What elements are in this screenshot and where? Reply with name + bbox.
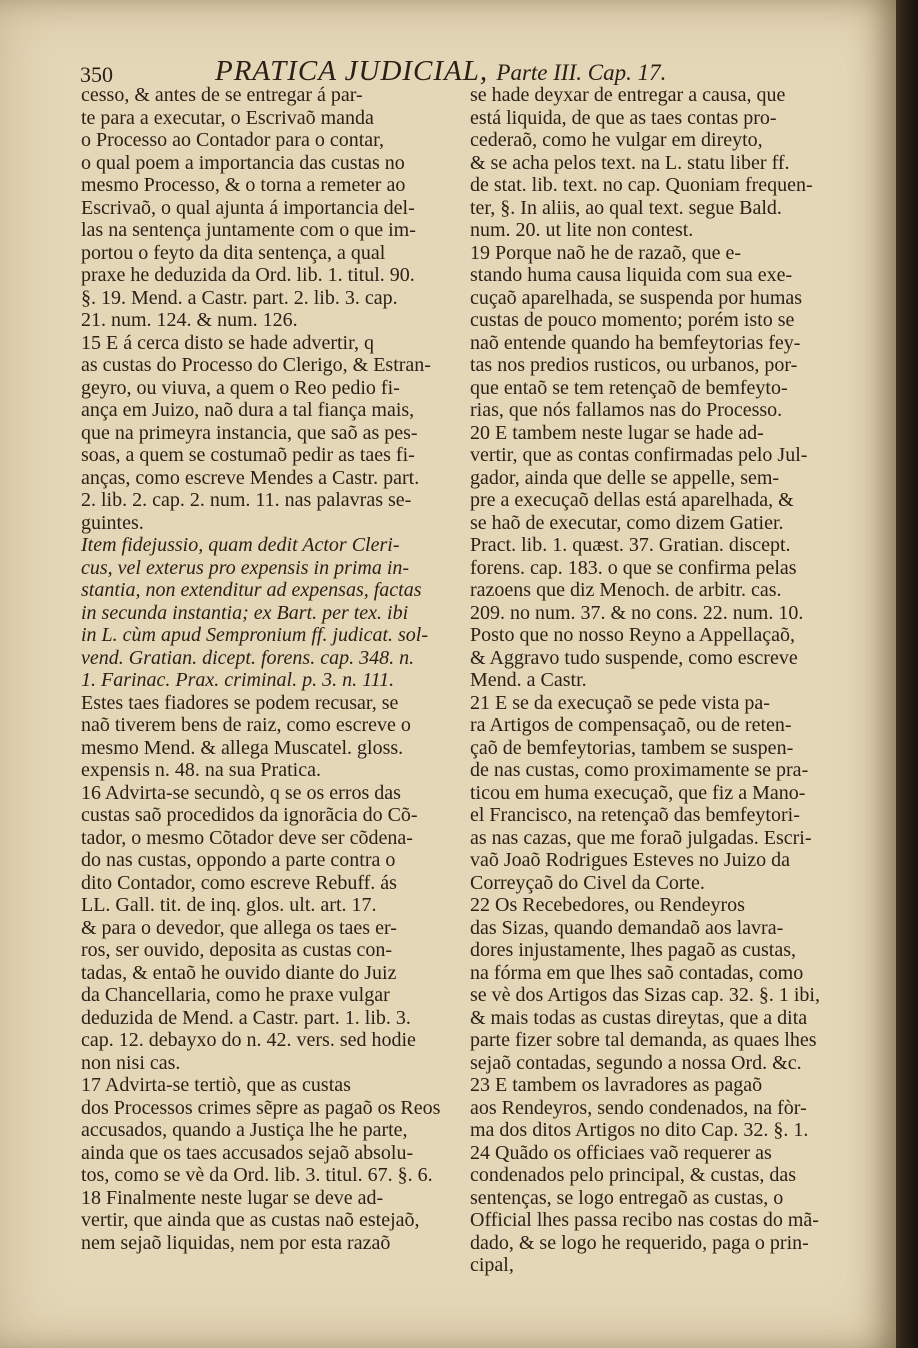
text-line: anças, como escreve Mendes a Castr. part.: [81, 466, 420, 489]
text-line: se vè dos Artigos das Sizas cap. 32. §. 1 ibi,: [470, 984, 820, 1006]
text-line: geyro, ou viuva, a quem o Reo pedio fi-: [81, 376, 400, 399]
text-line: deduzida de Mend. a Castr. part. 1. lib. 3.: [81, 1006, 411, 1029]
text-line: non nisi cas.: [81, 1051, 181, 1074]
text-line: soas, a quem se costumaõ pedir as taes fi-: [81, 444, 415, 466]
text-line: se haõ de executar, como dizem Gatier.: [470, 511, 784, 534]
text-line: cuçaõ aparelhada, se suspenda por humas: [470, 286, 803, 309]
text-line: accusados, quando a Justiça lhe he parte,: [81, 1119, 408, 1141]
text-line: de nas custas, como proximamente se pra-: [470, 759, 809, 781]
text-line: 16 Advirta-se secundò, q se os erros das: [81, 781, 401, 804]
text-line: parte fizer sobre tal demanda, as quaes lhes: [470, 1029, 817, 1051]
text-line: ticou em huma execuçaõ, que fiz a Mano-: [470, 781, 806, 804]
text-line: 23 E tambem os lavradores as pagaõ: [470, 1074, 763, 1096]
text-line: o Processo ao Contador para o contar,: [81, 129, 384, 151]
text-line: naõ tiverem bens de raiz, como escreve o: [81, 714, 411, 736]
text-line: 19 Porque naõ he de razaõ, que e-: [470, 241, 741, 264]
text-line: 2. lib. 2. cap. 2. num. 11. nas palavras se-: [81, 489, 412, 511]
text-line: as nas cazas, que me foraõ julgadas. Escri-: [470, 826, 812, 849]
text-line: el Francisco, na retençaõ das bemfeytori-: [470, 804, 800, 826]
text-line: 209. no num. 37. & no cons. 22. num. 10.: [470, 601, 804, 624]
text-line: cus, vel exterus pro expensis in prima in-: [81, 556, 410, 579]
text-line: in secunda instantia; ex Bart. per tex. ibi: [81, 601, 409, 624]
text-line: nem sejaõ liquidas, nem por esta razaõ: [81, 1231, 391, 1254]
text-line: dores injustamente, lhes pagaõ as custas,: [470, 939, 797, 961]
text-line: 17 Advirta-se tertiò, que as custas: [81, 1074, 351, 1096]
text-line: vertir, que ainda que as custas naõ estejaõ,: [81, 1209, 420, 1231]
text-line: rias, que nós fallamos nas do Processo.: [470, 399, 783, 421]
text-line: aos Rendeyros, sendo condenados, na fòr-: [470, 1096, 807, 1119]
running-title-main: PRATICA JUDICIAL,: [215, 55, 489, 87]
text-line: razoens que diz Menoch. de arbitr. cas.: [470, 579, 782, 601]
text-line: Posto que no nosso Reyno a Appellaçaõ,: [470, 624, 795, 646]
text-line: 1. Farinac. Prax. criminal. p. 3. n. 111.: [81, 669, 395, 691]
text-line: portou o feyto da dita sentença, a qual: [81, 241, 386, 264]
text-line: 24 Quãdo os officiaes vaõ requerer as: [470, 1141, 772, 1164]
text-line: sejaõ contadas, segundo a nossa Ord. &c.: [470, 1051, 802, 1074]
text-line: & Aggravo tudo suspende, como escreve: [470, 646, 798, 669]
right-column: [470, 84, 852, 1277]
text-line: stantia, non extenditur ad expensas, factas: [81, 579, 422, 601]
text-line: pre a execuçaõ dellas está aparelhada, &: [470, 489, 794, 511]
text-line: 21 E se da execuçaõ se pede vista pa-: [470, 691, 770, 714]
text-line: stando huma causa liquida com sua exe-: [470, 264, 793, 286]
text-line: tas nos predios rusticos, ou urbanos, por-: [470, 354, 798, 376]
text-line: ma dos ditos Artigos no dito Cap. 32. §. 1.: [470, 1119, 809, 1141]
text-line: 20 E tambem neste lugar se hade ad-: [470, 421, 764, 444]
text-line: custas de pouco momento; porém isto se: [470, 309, 795, 331]
text-line: Pract. lib. 1. quæst. 37. Gratian. discept.: [470, 534, 791, 556]
text-line: do nas custas, oppondo a parte contra o: [81, 849, 396, 871]
text-line: custas saõ procedidos da ignorãcia do Cõ-: [81, 804, 418, 826]
text-line: las na sentença juntamente com o que im-: [81, 219, 416, 241]
text-line: Official lhes passa recibo nas costas do mã-: [470, 1209, 819, 1231]
text-line: as custas do Processo do Clerigo, & Estran-: [81, 354, 431, 376]
text-line: LL. Gall. tit. de inq. glos. ult. art. 17.: [81, 894, 377, 916]
text-line: se hade deyxar de entregar a causa, que: [470, 84, 786, 106]
text-line: & para o devedor, que allega os taes er-: [81, 916, 397, 939]
text-line: ros, ser ouvido, deposita as custas con-: [81, 939, 393, 961]
text-line: cesso, & antes de se entregar á par-: [81, 84, 363, 106]
text-line: Item fidejussio, quam dedit Actor Cleri-: [81, 534, 400, 556]
text-line: ra Artigos de compensaçaõ, ou de reten-: [470, 714, 792, 736]
page-header: [80, 52, 860, 86]
text-line: Mend. a Castr.: [470, 669, 587, 691]
text-line: ter, §. In aliis, ao qual text. segue Bald.: [470, 196, 782, 219]
text-line: 18 Finalmente neste lugar se deve ad-: [81, 1186, 384, 1209]
text-line: vend. Gratian. dicept. forens. cap. 348. n.: [81, 646, 415, 669]
text-line: ança em Juizo, naõ dura a tal fiança mais,: [81, 399, 415, 421]
text-line: §. 19. Mend. a Castr. part. 2. lib. 3. cap.: [81, 286, 398, 309]
text-line: çaõ de bemfeytorias, tambem se suspen-: [470, 736, 794, 759]
text-line: tadas, & entaõ he ouvido diante do Juiz: [81, 961, 397, 984]
text-line: dado, & se logo he requerido, paga o prin-: [470, 1231, 809, 1254]
text-line: ainda que os taes accusados sejaõ absolu-: [81, 1141, 414, 1164]
text-line: o qual poem a importancia das custas no: [81, 151, 405, 174]
text-line: mesmo Processo, & o torna a remeter ao: [81, 174, 406, 196]
text-line: 22 Os Recebedores, ou Rendeyros: [470, 894, 745, 916]
text-line: Estes taes fiadores se podem recusar, se: [81, 691, 399, 714]
text-line: & se acha pelos text. na L. statu liber ff.: [470, 151, 790, 174]
text-line: cap. 12. debayxo do n. 42. vers. sed hodie: [81, 1029, 416, 1051]
text-line: gador, ainda que delle se appelle, sem-: [470, 466, 780, 489]
text-line: vaõ Joaõ Rodrigues Esteves no Juizo da: [470, 849, 790, 871]
text-line: da Chancellaria, como he praxe vulgar: [81, 984, 390, 1006]
running-title-part: Parte III. Cap. 17.: [496, 60, 667, 85]
text-line: forens. cap. 183. o que se confirma pelas: [470, 556, 797, 579]
text-line: tos, como se vè da Ord. lib. 3. titul. 67. §. 6.: [81, 1164, 433, 1186]
text-line: na fórma em que lhes saõ contadas, como: [470, 961, 804, 984]
text-line: num. 20. ut lite non contest.: [470, 219, 694, 241]
text-line: das Sizas, quando demandaõ aos lavra-: [470, 916, 784, 939]
text-line: dos Processos crimes sẽpre as pagaõ os Reos: [81, 1096, 441, 1119]
text-line: praxe he deduzida da Ord. lib. 1. titul. 90.: [81, 264, 415, 286]
text-line: condenados pelo principal, & custas, das: [470, 1164, 797, 1186]
text-line: Escrivaõ, o qual ajunta á importancia del-: [81, 196, 415, 219]
text-line: tador, o mesmo Cõtador deve ser cõdena-: [81, 826, 413, 849]
text-line: está liquida, de que as taes contas pro-: [470, 106, 777, 129]
left-column: [81, 84, 459, 1254]
text-line: dito Contador, como escreve Rebuff. ás: [81, 871, 397, 894]
text-line: te para a executar, o Escrivaõ manda: [81, 106, 374, 129]
text-line: que na primeyra instancia, que saõ as pes-: [81, 421, 418, 444]
text-line: sentenças, se logo entregaõ as custas, o: [470, 1186, 784, 1209]
text-line: que entaõ se tem retençaõ de bemfeyto-: [470, 376, 788, 399]
text-line: guintes.: [81, 511, 144, 534]
page-number: 350: [80, 62, 113, 87]
text-line: 21. num. 124. & num. 126.: [81, 309, 298, 331]
text-line: Correyçaõ do Civel da Corte.: [470, 871, 705, 894]
text-line: in L. cùm apud Sempronium ff. judicat. sol-: [81, 624, 429, 646]
text-line: naõ entende quando ha bemfeytorias fey-: [470, 331, 801, 354]
text-line: expensis n. 48. na sua Pratica.: [81, 759, 321, 781]
text-line: & mais todas as custas direytas, que a dita: [470, 1006, 808, 1029]
text-line: vertir, que as contas confirmadas pelo Jul-: [470, 444, 808, 466]
text-line: cederaõ, como he vulgar em direyto,: [470, 129, 763, 151]
text-line: de stat. lib. text. no cap. Quoniam frequen-: [470, 174, 813, 196]
text-line: cipal,: [470, 1254, 514, 1276]
text-line: 15 E á cerca disto se hade advertir, q: [81, 331, 374, 354]
text-line: mesmo Mend. & allega Muscatel. gloss.: [81, 736, 404, 759]
